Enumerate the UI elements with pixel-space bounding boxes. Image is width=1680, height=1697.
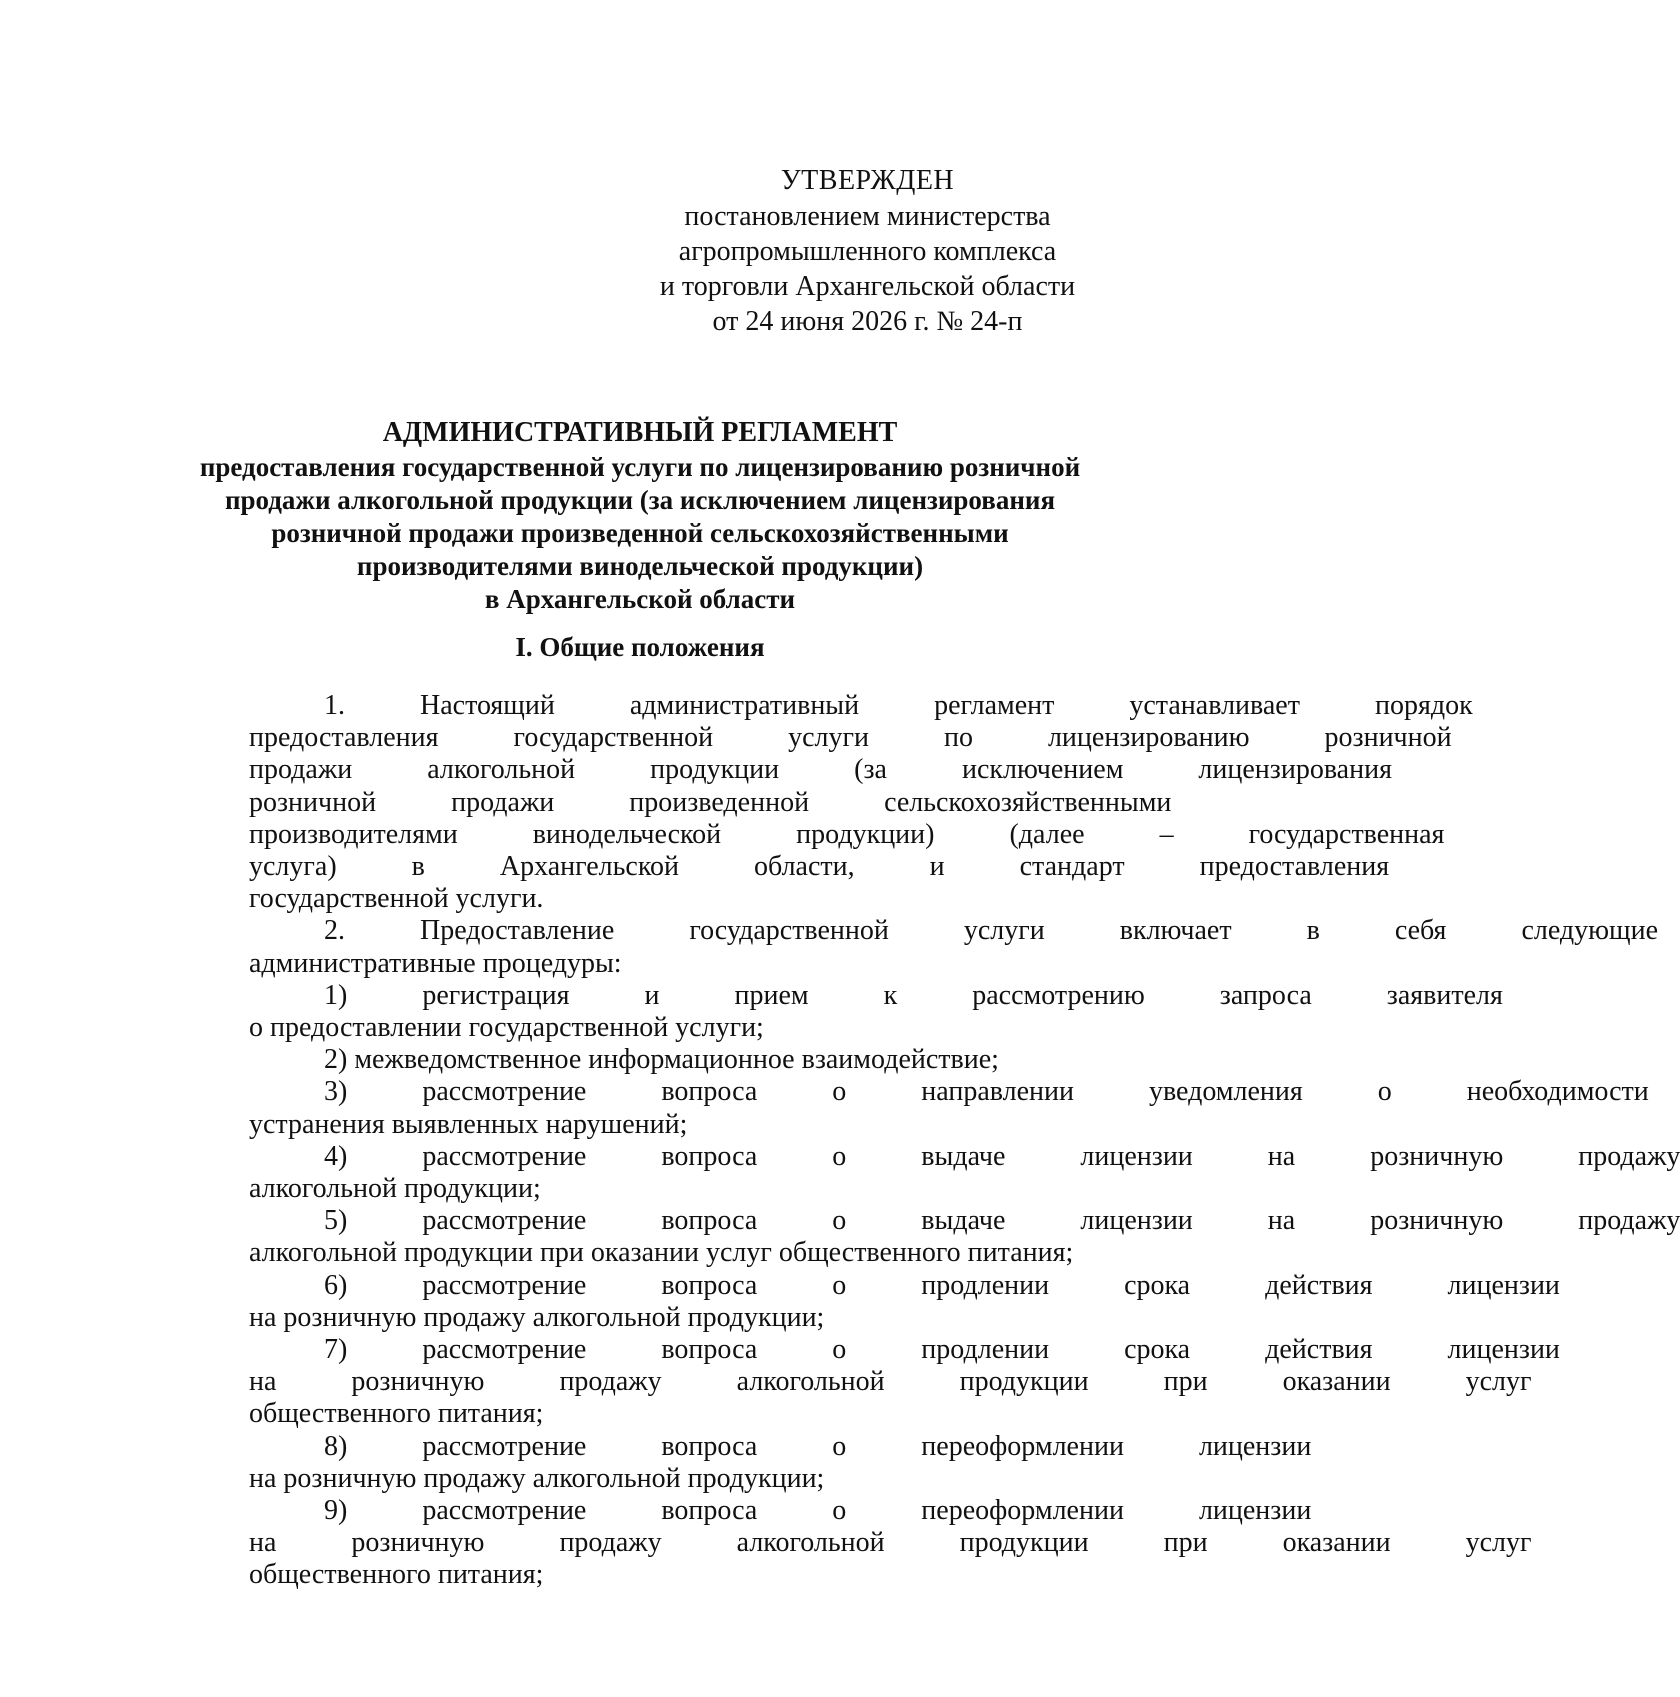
list-item-5 bbox=[174, 1205, 1680, 1269]
approval-block bbox=[640, 163, 1095, 339]
text-line: 4) рассмотрение вопроса о выдаче лицензии на розничную продажу bbox=[324, 1140, 1680, 1172]
approval-line: постановлением министерства bbox=[684, 201, 1051, 232]
approval-line: агропромышленного комплекса bbox=[678, 236, 1057, 267]
document-subtitle-line: предоставления государственной услуги по лицензированию розничной bbox=[199, 452, 1081, 482]
text-line: производителями винодельческой продукции) (далее – государственная bbox=[249, 818, 1445, 850]
section-heading: I. Общие положения bbox=[515, 632, 765, 662]
document-body bbox=[174, 690, 1680, 1592]
text-line: государственной услуги. bbox=[249, 883, 544, 915]
list-item-1 bbox=[174, 979, 1503, 1044]
text-line: предоставления государственной услуги по лицензированию розничной bbox=[249, 722, 1452, 754]
approval-line: и торговли Архангельской области bbox=[659, 271, 1076, 302]
document-subtitle-line: розничной продажи произведенной сельскохозяйственными bbox=[271, 518, 1009, 548]
document-subtitle-line: производителями винодельческой продукции) bbox=[356, 551, 924, 581]
list-item-3 bbox=[174, 1076, 1649, 1140]
list-item-4 bbox=[174, 1140, 1680, 1205]
approval-heading: УТВЕРЖДЕН bbox=[780, 165, 955, 196]
list-item-9 bbox=[174, 1495, 1532, 1592]
text-line: административные процедуры: bbox=[249, 947, 622, 979]
text-line: на розничную продажу алкогольной продукции; bbox=[249, 1301, 825, 1333]
text-line: алкогольной продукции при оказании услуг общественного питания; bbox=[249, 1237, 1074, 1269]
text-line: 5) рассмотрение вопроса о выдаче лицензии на розничную продажу bbox=[324, 1205, 1680, 1237]
text-line: устранения выявленных нарушений; bbox=[249, 1108, 688, 1140]
list-item-8 bbox=[174, 1430, 1312, 1495]
text-line: 7) рассмотрение вопроса о продлении срока действия лицензии bbox=[324, 1334, 1560, 1366]
document-title: АДМИНИСТРАТИВНЫЙ РЕГЛАМЕНТ bbox=[382, 417, 898, 448]
text-line: 1) регистрация и прием к рассмотрению запроса заявителя bbox=[324, 979, 1503, 1011]
text-line: 3) рассмотрение вопроса о направлении уведомления о необходимости bbox=[324, 1076, 1649, 1108]
document-title-block bbox=[160, 415, 1120, 616]
list-item-6 bbox=[174, 1269, 1560, 1334]
approval-date-line: от 24 июня 2026 г. № 24-п bbox=[712, 306, 1023, 337]
document-subtitle-line: в Архангельской области bbox=[484, 584, 796, 614]
text-line: 1. Настоящий административный регламент устанавливает порядок bbox=[324, 690, 1473, 721]
document-subtitle-line: продажи алкогольной продукции (за исключением лицензирования bbox=[224, 485, 1056, 515]
text-line: 9) рассмотрение вопроса о переоформлении лицензии bbox=[324, 1495, 1312, 1527]
text-line: на розничную продажу алкогольной продукции при оказании услуг bbox=[249, 1527, 1532, 1559]
paragraph-2 bbox=[174, 915, 1659, 979]
text-line: о предоставлении государственной услуги; bbox=[249, 1012, 764, 1044]
text-line: розничной продажи произведенной сельскохозяйственными bbox=[249, 786, 1172, 818]
paragraph-1 bbox=[174, 690, 1473, 915]
text-line: 2) межведомственное информационное взаимодействие; bbox=[324, 1044, 999, 1076]
text-line: алкогольной продукции; bbox=[249, 1173, 541, 1205]
text-line: 6) рассмотрение вопроса о продлении срока действия лицензии bbox=[324, 1269, 1560, 1301]
text-line: 8) рассмотрение вопроса о переоформлении лицензии bbox=[324, 1430, 1312, 1462]
text-line: 2. Предоставление государственной услуги включает в себя следующие bbox=[324, 915, 1659, 947]
list-item-2 bbox=[174, 1044, 1110, 1076]
text-line: продажи алкогольной продукции (за исключением лицензирования bbox=[249, 754, 1392, 786]
text-line: услуга) в Архангельской области, и стандарт предоставления bbox=[249, 851, 1390, 883]
text-line: общественного питания; bbox=[249, 1398, 544, 1430]
list-item-7 bbox=[174, 1334, 1560, 1431]
text-line: на розничную продажу алкогольной продукции; bbox=[249, 1462, 825, 1494]
text-line: общественного питания; bbox=[249, 1559, 544, 1591]
text-line: на розничную продажу алкогольной продукции при оказании услуг bbox=[249, 1366, 1532, 1398]
